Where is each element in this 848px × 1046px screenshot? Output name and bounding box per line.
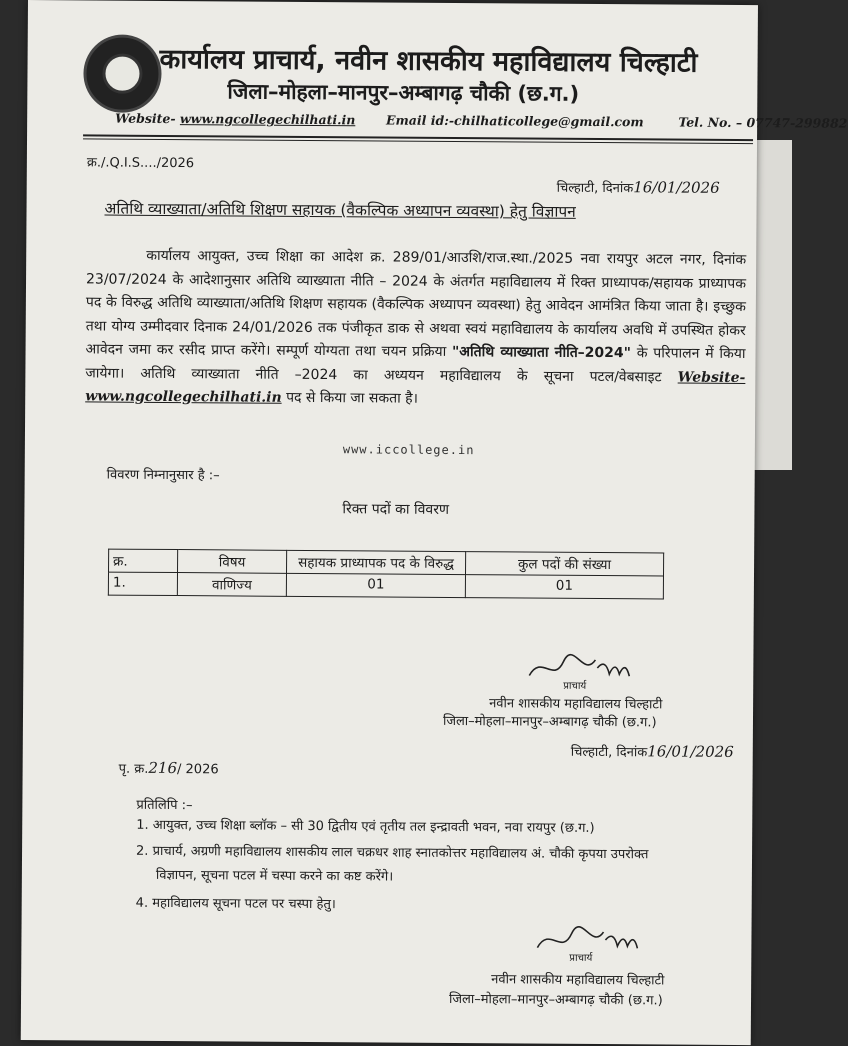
cell-posts-against: 01 — [286, 573, 465, 597]
copy-item-1: 1. आयुक्त, उच्च शिक्षा ब्लॉक – सी 30 द्वितीय एवं तृतीय तल इन्द्रावती भवन, नवा रायपुर (छ.ग.) — [136, 817, 595, 836]
body-paragraph: कार्यालय आयुक्त, उच्च शिक्षा का आदेश क्र. 289/01/आउशि/राज.स्था./2025 नवा रायपुर अटल नगर, दिनांक 23/07/2024 के आदेशानुसार अतिथि व्याख्याता नीति – 2024 के अंतर्गत महाविद्यालय में रिक्त प्राध्यापक/सहायक प्राध्यापक पद के विरुद्ध अतिथि व्याख्याता/अतिथि शिक्षण सहायक (वैकल्पिक अध्यापन व्यवस्था) हेतु आवेदन आमंत्रित किया जाता है। इच्छुक तथा योग्य उम्मीदवार दिनाक 24/01/2026 तक पंजीकृत डाक से अथवा स्वयं महाविद्यालय के कार्यालय अवधि में उपस्थित होकर आवेदन जमा कर रसीद प्राप्त करेंगे। सम्पूर्ण योग्यता तथा चयन प्रक्रिया "अतिथि व्याख्याता नीति–2024" के परिपालन में किया जायेगा। अतिथि व्याख्याता नीति –2024 का अध्ययन महाविद्यालय के सूचना पटल/वेबसाइट Website- www.ngcollegechilhati.in पद से किया जा सकता है। — [85, 247, 747, 407]
header-total-posts: कुल पदों की संख्या — [465, 552, 663, 576]
details-intro: विवरण निम्नानुसार है :– — [106, 467, 220, 484]
tel-number: 07747-299882 — [746, 115, 848, 131]
office-title: कार्यालय प्राचार्य, नवीन शासकीय महाविद्यालय चिल्हाटी — [159, 43, 698, 79]
second-date: चिल्हाटी, दिनांक16/01/2026 — [570, 742, 734, 761]
issue-date: चिल्हाटी, दिनांक16/01/2026 — [556, 178, 720, 197]
reference-number: क्र./.Q.I.S..../2026 — [86, 155, 195, 172]
email-address: chilhaticollege@gmail.com — [454, 112, 644, 130]
copy-item-2-cont: विज्ञापन, सूचना पटल में चस्पा करने का कष्ट करेंगे। — [155, 867, 394, 885]
endorsement-number: पृ. क्र.216/ 2026 — [118, 758, 219, 778]
tel-label: Tel. No. – — [678, 114, 743, 130]
copy-item-2: 2. प्राचार्य, अग्रणी महाविद्यालय शासकीय लाल चक्रधर शाह स्नातकोत्तर महाविद्यालय अं. चौकी कृपया उपरोक्त — [136, 843, 649, 863]
signature-line1-1: नवीन शासकीय महाविद्यालय चिल्हाटी — [489, 696, 663, 713]
body-website-url: www.ngcollegechilhati.in — [85, 388, 282, 406]
header-subject: विषय — [178, 550, 287, 574]
signature-role-1: प्राचार्य — [563, 680, 587, 692]
body-website-label: Website- — [677, 369, 746, 386]
college-seal-logo — [83, 34, 162, 113]
header-serial: क्र. — [109, 549, 178, 572]
office-address: जिला–मोहला–मानपुर–अम्बागढ़ चौकी (छ.ग.) — [227, 79, 580, 106]
contact-line — [115, 111, 847, 131]
cell-serial: 1. — [108, 572, 177, 595]
handwritten-url: www.iccollege.in — [342, 442, 475, 458]
signature-line2-2: जिला–मोहला–मानपुर–अम्बागढ़ चौकी (छ.ग.) — [448, 991, 663, 1009]
signature-line2-1: जिला–मोहला–मानपुर–अम्बागढ़ चौकी (छ.ग.) — [442, 713, 657, 731]
vacancy-table — [108, 549, 664, 600]
policy-name: "अतिथि व्याख्याता नीति–2024" — [451, 343, 632, 362]
signature-role-2: प्राचार्य — [569, 952, 593, 964]
cell-subject: वाणिज्य — [177, 573, 286, 597]
copy-to-label: प्रतिलिपि :– — [136, 797, 193, 814]
copy-item-4: 4. महाविद्यालय सूचना पटल पर चस्पा हेतु। — [135, 895, 336, 913]
website-label: Website- — [115, 110, 176, 127]
cell-total-posts: 01 — [465, 575, 663, 599]
header-posts-against: सहायक प्राध्यापक पद के विरुद्ध — [287, 550, 466, 574]
adjacent-page-edge — [752, 140, 792, 470]
table-title: रिक्त पदों का विवरण — [342, 501, 450, 518]
subject-heading: अतिथि व्याख्याता/अतिथि शिक्षण सहायक (वैकल्पिक अध्यापन व्यवस्था) हेतु विज्ञापन — [104, 199, 576, 221]
handwritten-second-date: 16/01/2026 — [647, 742, 734, 761]
website-url: www.ngcollegechilhati.in — [179, 111, 356, 128]
table-row — [108, 572, 663, 599]
email-label: Email id:- — [386, 112, 455, 128]
signature-line1-2: नवीन शासकीय महाविद्यालय चिल्हाटी — [491, 972, 665, 989]
handwritten-date: 16/01/2026 — [633, 178, 720, 197]
document-page — [21, 0, 848, 1045]
